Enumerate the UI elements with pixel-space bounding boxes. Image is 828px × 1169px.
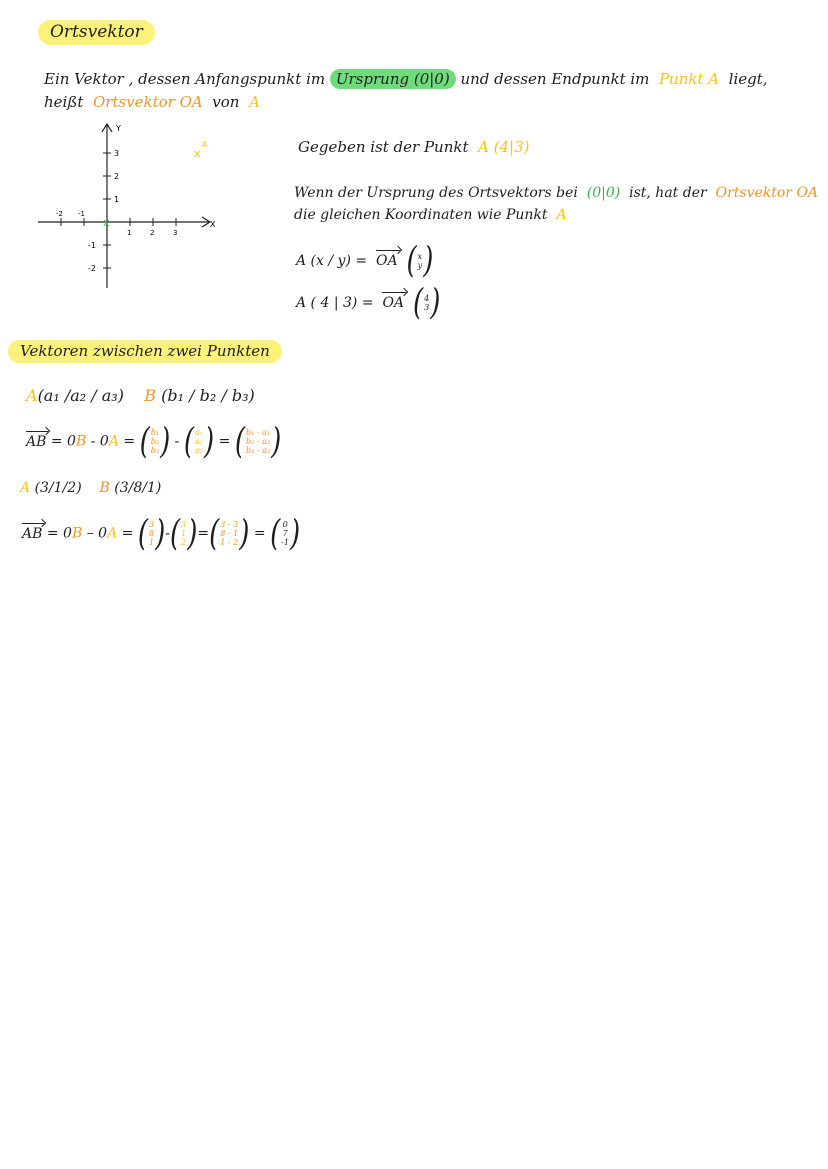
formula-general-ortsvektor: A (x / y) = OA ( x y ) <box>296 240 434 282</box>
y-tick-label: 3 <box>114 149 120 158</box>
matrix-b: b₁ b₂ b₃ <box>150 428 160 455</box>
y-tick-label: -2 <box>88 264 96 273</box>
x-tick-label: 1 <box>127 229 132 237</box>
explain-line-1: Wenn der Ursprung des Ortsvektors bei (0|0) ist, hat der Ortsvektor OA <box>294 185 819 201</box>
formula-vector-general: AB = 0B - 0A = ( b₁ b₂ b₃ ) - ( a₁ a₂ a₃ ) = ( b₁ - a₁ b₂ - a₂ b₃ - a₃ ) <box>26 421 282 462</box>
matrix-a: a₁ a₂ a₃ <box>195 428 204 455</box>
point-a-marker: x <box>194 147 201 160</box>
given-point-line: Gegeben ist der Punkt A (4|3) <box>298 138 530 156</box>
x-tick-label: 2 <box>150 229 155 237</box>
y-tick-label: 1 <box>114 195 120 204</box>
intro-line-2: heißt Ortsvektor OA von A <box>44 93 260 111</box>
coordinate-graph <box>30 118 230 293</box>
y-tick-label: 2 <box>114 172 120 181</box>
x-tick-label: 3 <box>173 229 178 237</box>
matrix-a-example: 3 1 2 <box>181 520 187 547</box>
x-axis-label: X <box>210 220 216 229</box>
points-general: A(a₁ /a₂ / a₃) B (b₁ / b₂ / b₃) <box>26 386 255 405</box>
matrix-result-example: 0 7 -1 <box>281 520 290 547</box>
point-a-label: A <box>202 140 208 149</box>
matrix-diff: b₁ - a₁ b₂ - a₂ b₃ - a₃ <box>245 428 271 455</box>
matrix-b-example: 3 8 1 <box>149 520 155 547</box>
origin-highlight: Ursprung (0|0) <box>330 69 456 89</box>
formula-vector-example: AB = 0B – 0A = ( 3 8 1 )-( 3 1 2 )=( 3 - 3 8 - 1 1 - 2 ) = ( 0 7 -1 ) <box>22 513 301 554</box>
intro-line-1: Ein Vektor , dessen Anfangspunkt im Ursprung (0|0) und dessen Endpunkt im Punkt A liegt, <box>44 70 768 88</box>
x-tick-label: -2 <box>56 210 63 218</box>
explain-line-2: die gleichen Koordinaten wie Punkt A <box>294 207 567 223</box>
y-tick-label: -1 <box>88 241 96 250</box>
y-axis-label: Y <box>116 124 121 133</box>
section-title-vektoren: Vektoren zwischen zwei Punkten <box>8 342 282 360</box>
points-example: A (3/1/2) B (3/8/1) <box>20 480 162 496</box>
matrix-diff-example: 3 - 3 8 - 1 1 - 2 <box>220 520 239 547</box>
section-title-ortsvektor: Ortsvektor <box>38 22 155 42</box>
x-tick-label: -1 <box>78 210 85 218</box>
formula-example-ortsvektor: A ( 4 | 3) = OA ( 4 3 ) <box>296 282 441 324</box>
origin-marker: x <box>103 216 110 229</box>
